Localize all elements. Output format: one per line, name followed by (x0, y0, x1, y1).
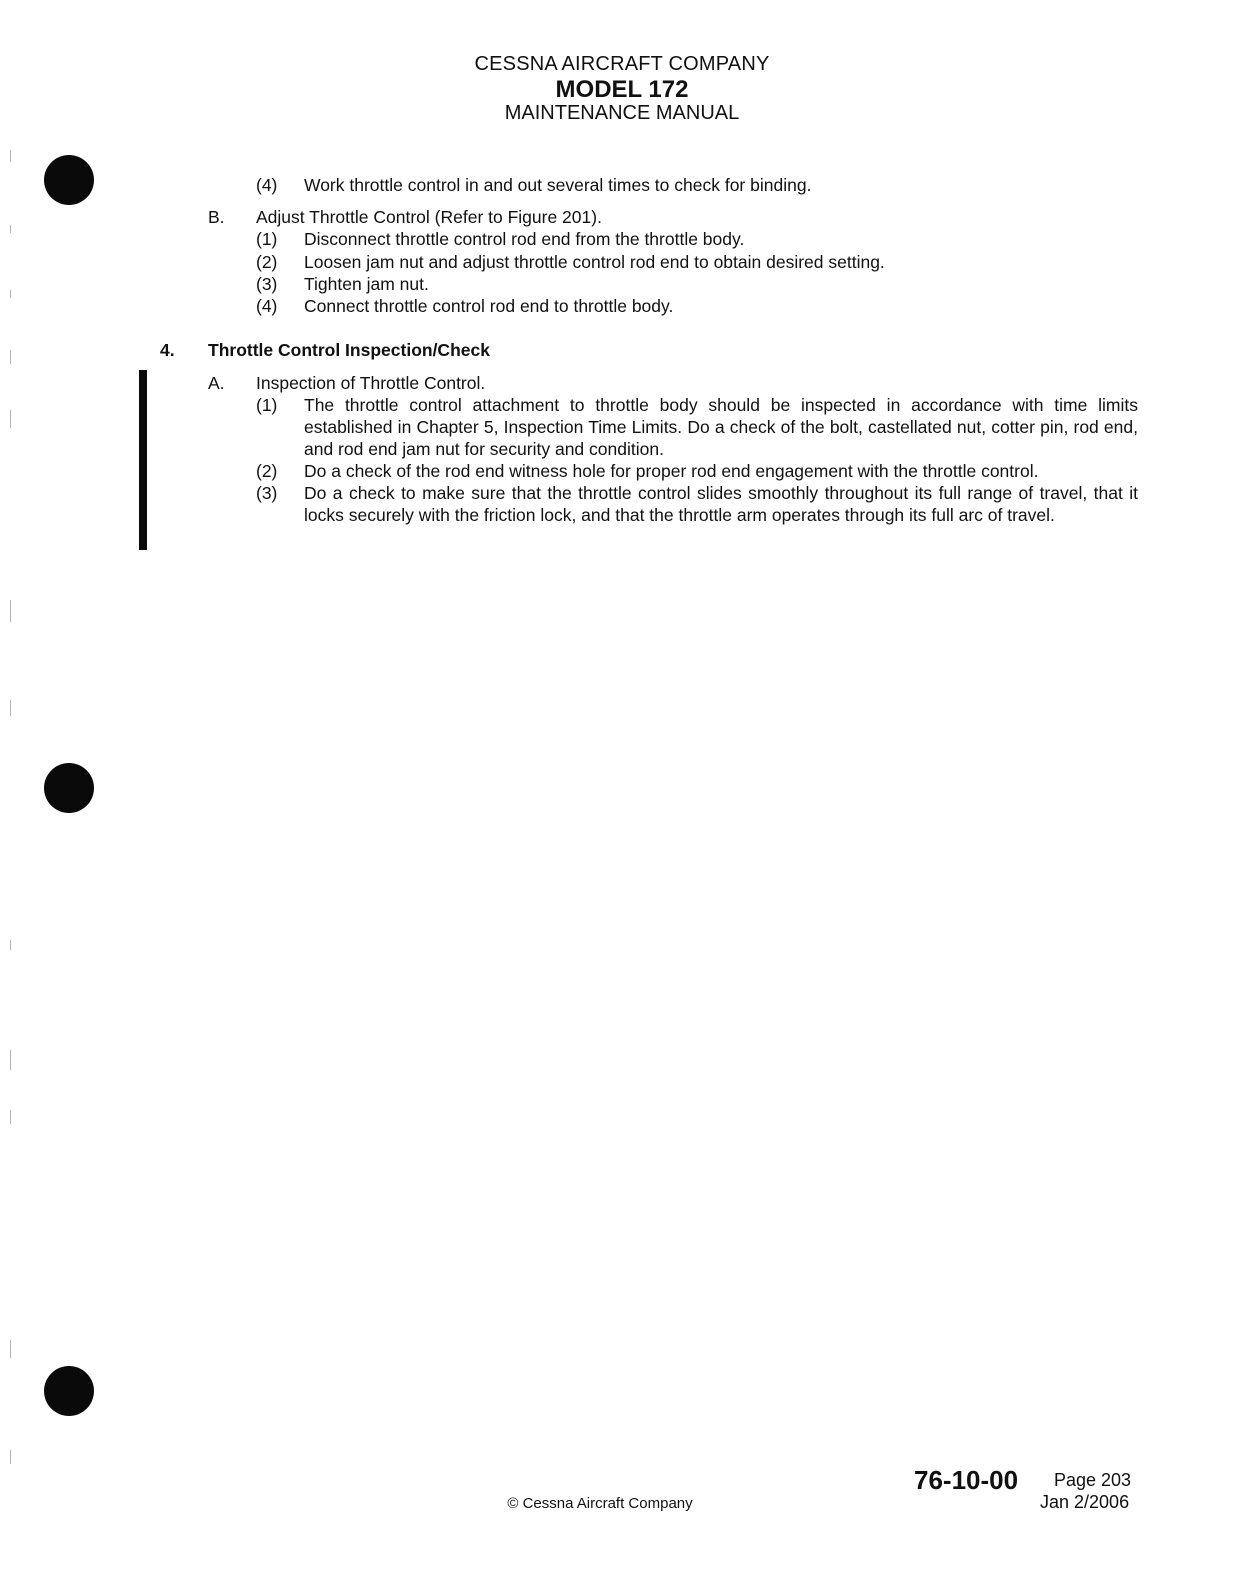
footer-section-code: 76-10-00 (914, 1465, 1019, 1495)
step-text: Disconnect throttle control rod end from the throttle body. (304, 229, 745, 249)
step-number: (4) (256, 296, 278, 316)
footer-copyright: © Cessna Aircraft Company (507, 1495, 693, 1512)
step-text: Loosen jam nut and adjust throttle control rod end to obtain desired setting. (304, 252, 885, 272)
step-text: The throttle control attachment to throttle body should be inspected in accordance with time limits established in Chapter 5, Inspection Time Limits. Do a check of the bolt, castellated nut, cotter pin, rod end, and rod end jam nut for security and condition. (304, 395, 1138, 459)
scan-speck (10, 410, 11, 428)
step-text: Work throttle control in and out several times to check for binding. (304, 175, 812, 195)
scan-speck (10, 150, 11, 162)
scan-speck (10, 225, 11, 233)
step-text: Do a check of the rod end witness hole for proper rod end engagement with the throttle control. (304, 461, 1039, 481)
step-number: (3) (256, 274, 278, 294)
scan-speck (10, 1450, 11, 1464)
step-text: Do a check to make sure that the throttle control slides smoothly throughout its full range of travel, that it locks securely with the friction lock, and that the throttle arm operates through its full arc of travel. (304, 483, 1138, 525)
scan-speck (10, 700, 11, 716)
scan-speck (10, 940, 11, 950)
footer-date: Jan 2/2006 (1040, 1492, 1130, 1512)
scan-speck (10, 1340, 11, 1358)
binder-hole-top (44, 155, 94, 205)
subsection-letter: A. (208, 373, 225, 393)
scan-speck (10, 350, 11, 364)
binder-hole-middle (44, 763, 94, 813)
step-number: (1) (256, 395, 278, 415)
step-number: (2) (256, 252, 278, 272)
header-company: CESSNA AIRCRAFT COMPANY (474, 53, 770, 75)
subsection-letter: B. (208, 207, 225, 227)
scan-speck (10, 1050, 11, 1070)
step-number: (2) (256, 461, 278, 481)
header-model: MODEL 172 (555, 76, 689, 103)
step-number: (4) (256, 175, 278, 195)
step-number: (3) (256, 483, 278, 503)
section-title: Throttle Control Inspection/Check (208, 340, 490, 360)
subsection-title: Inspection of Throttle Control. (256, 373, 486, 393)
step-text: Tighten jam nut. (304, 274, 429, 294)
binder-hole-bottom (44, 1366, 94, 1416)
step-number: (1) (256, 229, 278, 249)
header-manual-title: MAINTENANCE MANUAL (504, 102, 740, 124)
scan-speck (10, 600, 11, 622)
step-text: Connect throttle control rod end to throttle body. (304, 296, 674, 316)
scan-speck (10, 1110, 11, 1124)
revision-bar (139, 370, 147, 550)
subsection-title: Adjust Throttle Control (Refer to Figure 201). (256, 207, 602, 227)
footer-page-number: Page 203 (1054, 1470, 1132, 1490)
scan-speck (10, 290, 11, 298)
section-number: 4. (160, 340, 175, 360)
